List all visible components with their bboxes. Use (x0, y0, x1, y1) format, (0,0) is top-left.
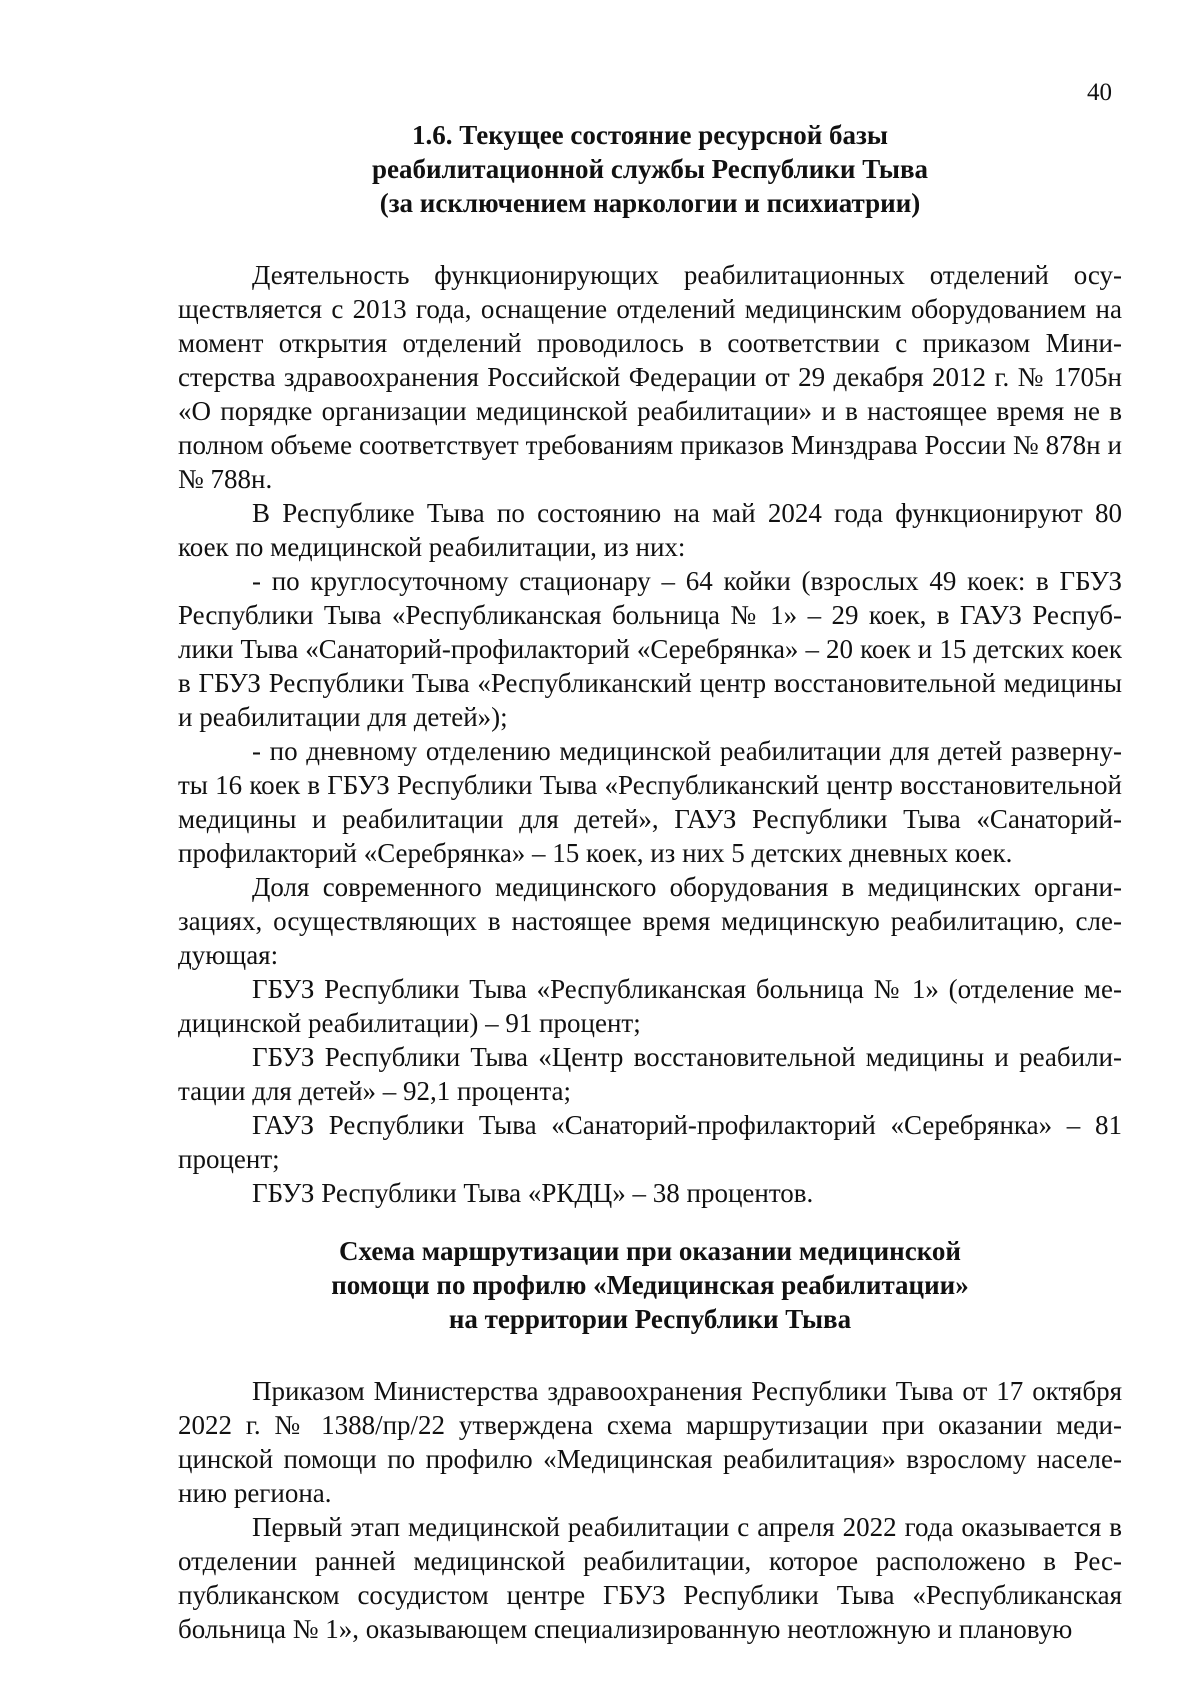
paragraph-equipment-share: Доля современного медицинского оборудования в медицинских организациях, осуществляющих в настоящее время медицинскую реабилитацию, следующая: (178, 872, 1122, 970)
heading-line: на территории Республики Тыва (448, 1304, 852, 1334)
paragraph-first-stage: Первый этап медицинской реабилитации с апреля 2022 года оказывается в отделении ранней медицинской реабилитации, которое расположено в Республиканском сосудистом центре ГБУЗ Республики Тыва «Республиканская больница № 1», оказывающем специализированную неотложную и плановую (178, 1512, 1122, 1644)
paragraph-round-clock: - по круглосуточному стационару – 64 койки (взрослых 49 коек: в ГБУЗ Республики Тыва «Республиканская больница № 1» – 29 коек, в ГАУЗ Республики Тыва «Санаторий-профилакторий «Серебрянка» – 20 коек и 15 детских коек в ГБУЗ Республики Тыва «Республиканский центр восстановительной медицины и реабилитации для детей»); (178, 566, 1122, 732)
document-body (178, 118, 1122, 1646)
paragraph-hospital-1: ГБУЗ Республики Тыва «Республиканская больница № 1» (отделение медицинской реабилитации) – 91 процент; (178, 974, 1122, 1038)
page-number: 40 (1087, 79, 1112, 106)
paragraph-routing-order: Приказом Министерства здравоохранения Республики Тыва от 17 октября 2022 г. № 1388/пр/22 утверждена схема маршрутизации при оказании медицинской помощи по профилю «Медицинская реабилитация» взрослому населению региона. (178, 1376, 1122, 1508)
paragraph-activity: Деятельность функционирующих реабилитационных отделений осуществляется с 2013 года, оснащение отделений медицинским оборудованием на момент открытия отделений проводилось в соответствии с приказом Министерства здравоохранения Российской Федерации от 29 декабря 2012 г. № 1705н «О порядке организации медицинской реабилитации» и в настоящее время не в полном объеме соответствует требованиям приказов Минздрава России № 878н и № 788н. (178, 260, 1122, 494)
heading-line: (за исключением наркологии и психиатрии) (379, 188, 921, 218)
heading-line: Схема маршрутизации при оказании медицинской (339, 1236, 961, 1266)
paragraph-day-department: - по дневному отделению медицинской реабилитации для детей развернуты 16 коек в ГБУЗ Республики Тыва «Республиканский центр восстановительной медицины и реабилитации для детей», ГАУЗ Республики Тыва «Санаторий-профилакторий «Серебрянка» – 15 коек, из них 5 детских дневных коек. (178, 736, 1122, 868)
heading-line: реабилитационной службы Республики Тыва (371, 154, 929, 184)
section-heading-routing (178, 1234, 1122, 1336)
heading-line: помощи по профилю «Медицинская реабилитации» (331, 1270, 969, 1300)
section-heading-resource-base (178, 118, 1122, 220)
paragraph-children-center: ГБУЗ Республики Тыва «Центр восстановительной медицины и реабилитации для детей» – 92,1 процента; (178, 1042, 1122, 1106)
paragraph-beds-total: В Республике Тыва по состоянию на май 2024 года функционируют 80 коек по медицинской реабилитации, из них: (178, 498, 1122, 562)
paragraph-rkdc: ГБУЗ Республики Тыва «РКДЦ» – 38 процентов. (252, 1178, 814, 1208)
paragraph-serebryanka: ГАУЗ Республики Тыва «Санаторий-профилакторий «Серебрянка» – 81 процент; (178, 1110, 1122, 1174)
heading-line: 1.6. Текущее состояние ресурсной базы (412, 120, 888, 150)
